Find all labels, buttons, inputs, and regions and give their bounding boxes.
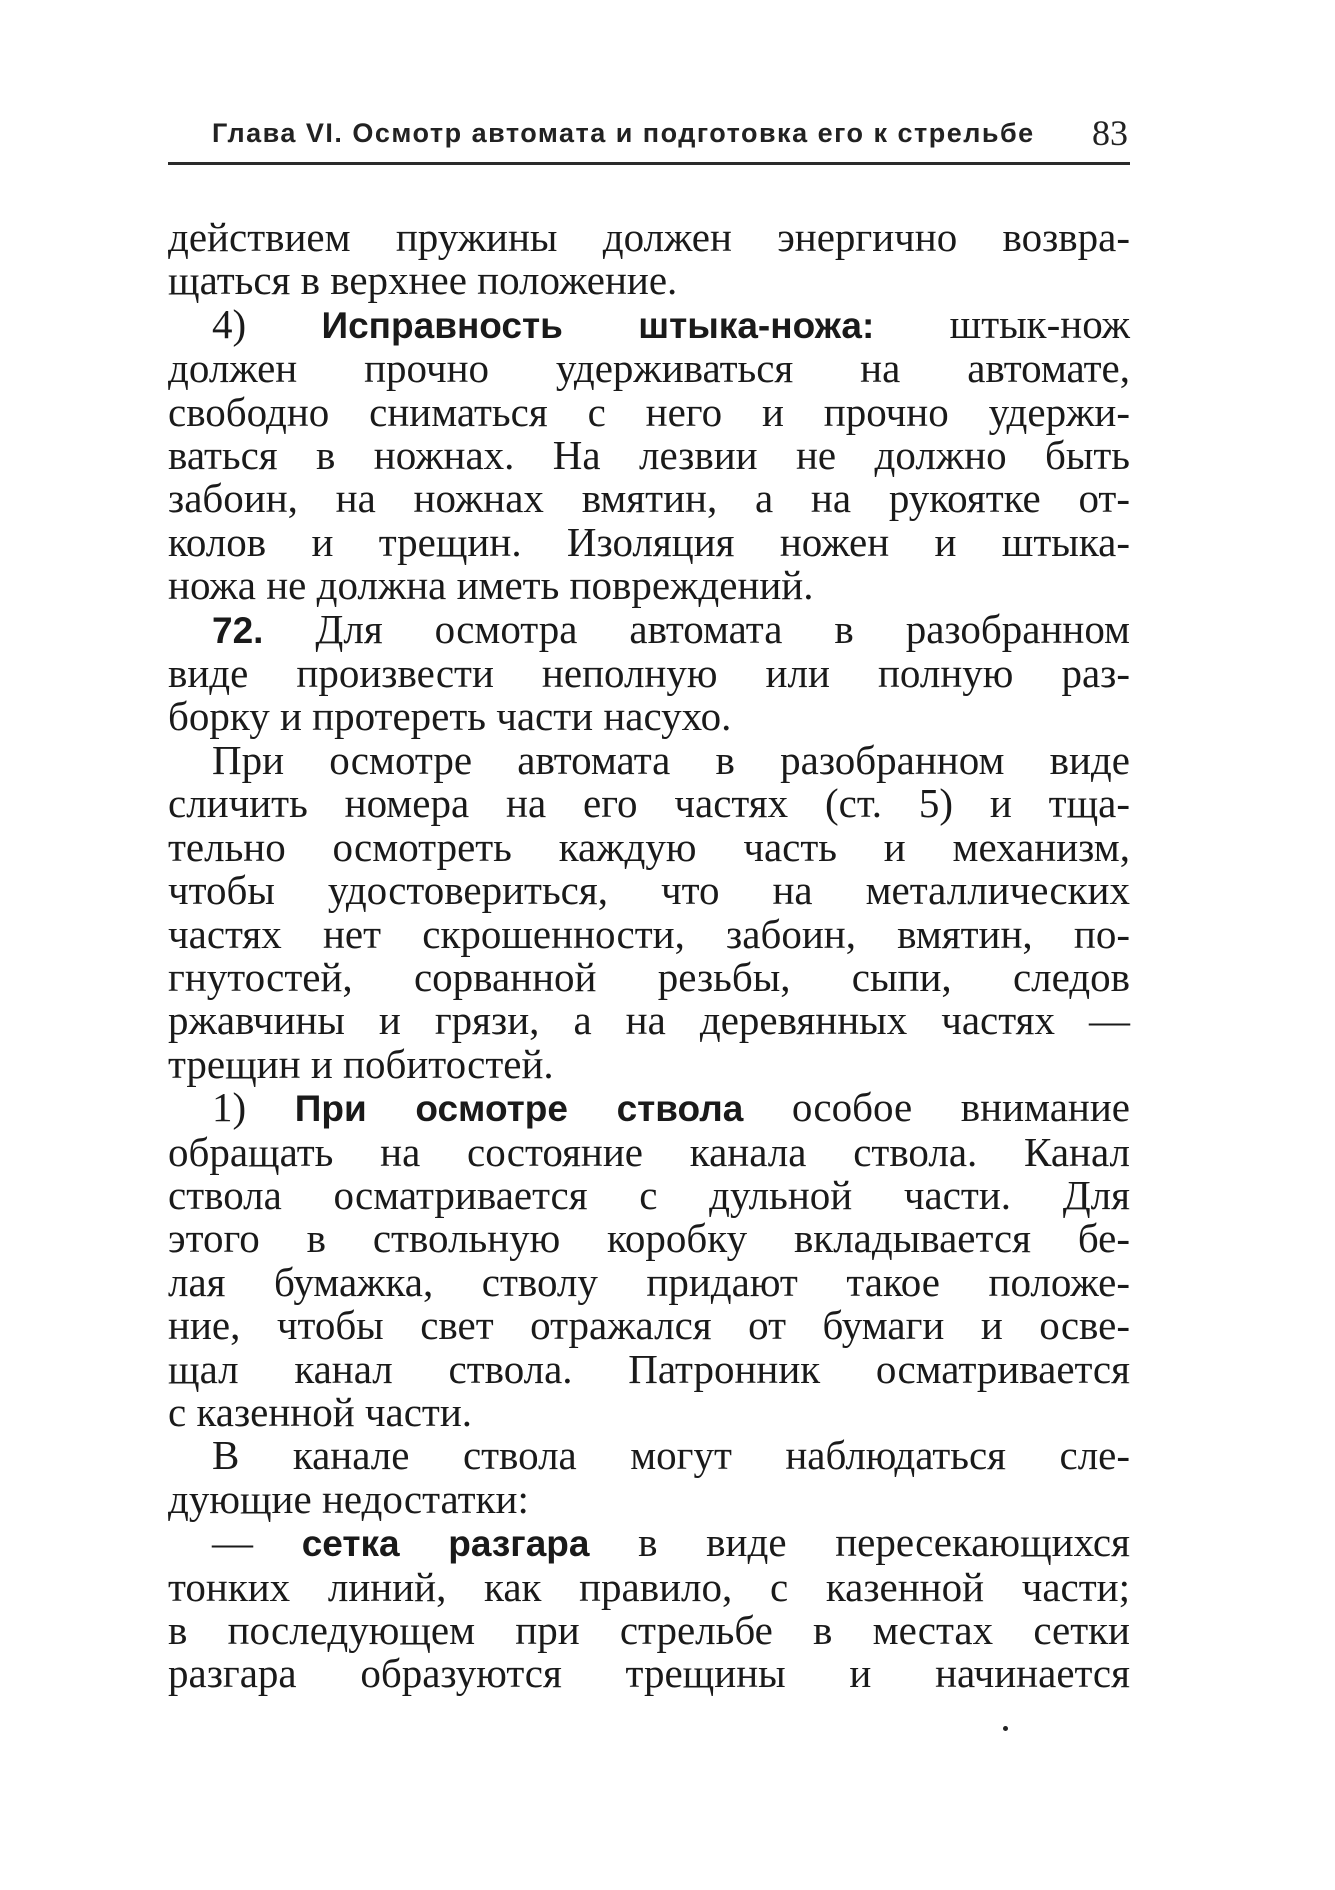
text-line: В канале ствола могут наблюдаться сле- <box>212 1432 1130 1479</box>
text-line: ствола осматривается с дульной части. Для <box>168 1171 1130 1218</box>
text-line: обращать на состояние канала ствола. Канал <box>168 1128 1130 1175</box>
text-line: с казенной части. <box>168 1388 473 1435</box>
text-line: действием пружины должен энергично возвра- <box>168 214 1130 260</box>
page-number: 83 <box>1092 113 1128 153</box>
text-line: свободно сниматься с него и прочно удержи- <box>168 388 1130 435</box>
paragraph-heat-checking <box>168 1521 1130 1696</box>
bold-term: сетка разгара <box>301 1523 590 1565</box>
text-line: гнутостей, сорванной резьбы, сыпи, следов <box>168 953 1130 1000</box>
text-line: тонких линий, как правило, с казенной части; <box>168 1563 1130 1610</box>
text-line: ваться в ножнах. На лезвии не должно быть <box>168 432 1130 479</box>
text-line: частях нет скрошенности, забоин, вмятин, по- <box>168 910 1130 957</box>
text-line: этого в ствольную коробку вкладывается бе- <box>168 1215 1130 1262</box>
paragraph-defects <box>168 1434 1130 1521</box>
header-rule <box>168 162 1130 165</box>
text-line: борку и протереть части насухо. <box>168 693 732 740</box>
chapter-title: Глава VI. Осмотр автомата и подготовка его к стрельбе <box>212 118 1035 148</box>
text-line: лая бумажка, стволу придают такое положе- <box>168 1258 1130 1305</box>
paragraph-bayonet <box>168 300 1130 609</box>
bold-term: Исправность штыка-ножа: <box>321 304 875 346</box>
text-line: забоин, на ножнах вмятин, а на рукоятке от- <box>168 475 1130 522</box>
running-header <box>168 112 1128 164</box>
text-line: виде произвести неполную или полную раз- <box>168 650 1130 697</box>
text-line: разгара образуются трещины и начинается <box>168 1650 1130 1697</box>
text-line: 72. Для осмотра автомата в разобранном <box>212 605 1130 652</box>
text-line: чтобы удостовериться, что на металлических <box>168 867 1130 914</box>
text-line: трещин и побитостей. <box>168 1040 554 1087</box>
text-line: в последующем при стрельбе в местах сетки <box>168 1607 1130 1653</box>
paragraph-barrel <box>168 1086 1130 1434</box>
bold-term: При осмотре ствола <box>294 1088 744 1130</box>
text-line: тельно осмотреть каждую часть и механизм, <box>168 823 1130 870</box>
text-line: щаться в верхнее положение. <box>168 257 678 304</box>
text-line: ржавчины и грязи, а на деревянных частях — <box>168 997 1130 1044</box>
text-line: дующие недостатки: <box>168 1475 529 1522</box>
text-line: ние, чтобы свет отражался от бумаги и осве- <box>168 1302 1130 1349</box>
page-body <box>168 216 1130 1696</box>
text-line: ножа не должна иметь повреждений. <box>168 562 814 609</box>
text-line: — сетка разгара в виде пересекающихся <box>212 1519 1130 1566</box>
text-line: щал канал ствола. Патронник осматривается <box>168 1345 1130 1392</box>
section-number: 72. <box>212 609 264 651</box>
text-line: 1) При осмотре ствола особое внимание <box>212 1084 1130 1131</box>
paragraph-72 <box>168 605 1130 740</box>
text-line: При осмотре автомата в разобранном виде <box>212 736 1130 783</box>
paragraph-inspection <box>168 736 1130 1087</box>
print-speck <box>1003 1726 1008 1731</box>
paragraph-continuation <box>168 216 1130 303</box>
text-line: должен прочно удерживаться на автомате, <box>168 345 1130 392</box>
text-line: 4) Исправность штыка-ножа: штык-нож <box>212 300 1130 347</box>
text-line: сличить номера на его частях (ст. 5) и тща- <box>168 780 1130 827</box>
text-line: колов и трещин. Изоляция ножен и штыка- <box>168 518 1130 565</box>
